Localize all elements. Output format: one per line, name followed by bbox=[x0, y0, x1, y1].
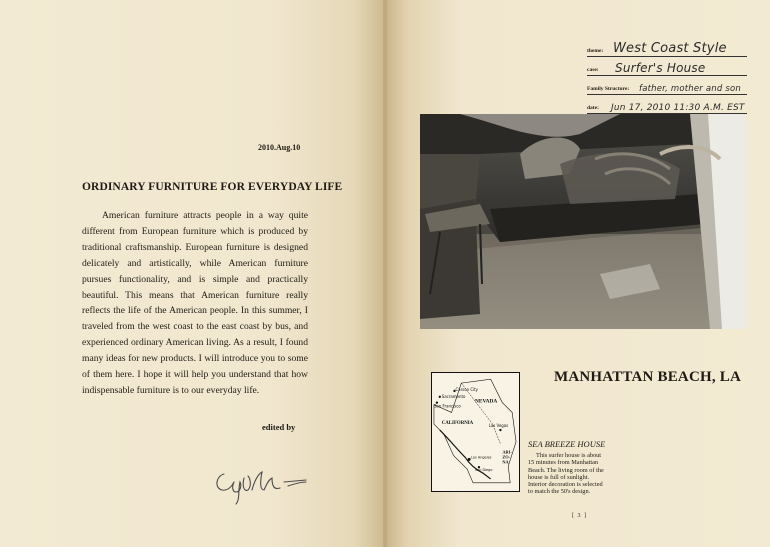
theme-label: theme: bbox=[587, 48, 604, 54]
article-date: 2010.Aug.10 bbox=[258, 143, 301, 152]
map-label-las-vegas: Las Vegas bbox=[488, 423, 509, 429]
case-row bbox=[587, 57, 747, 76]
case-value: Surfer's House bbox=[615, 61, 706, 75]
page-number: [ 3 ] bbox=[572, 513, 587, 519]
book-spine bbox=[383, 0, 387, 547]
article-title: ORDINARY FURNITURE FOR EVERYDAY LIFE bbox=[82, 181, 343, 193]
date-label: date: bbox=[587, 105, 599, 111]
date-row bbox=[587, 95, 747, 114]
edited-by-label: edited by bbox=[262, 422, 296, 432]
map-label-san-francisco: San Francisco bbox=[433, 403, 461, 409]
map-label-los-angeles: Los Angeles bbox=[471, 455, 492, 460]
case-label: case: bbox=[587, 67, 599, 73]
info-stamp bbox=[587, 38, 747, 114]
date-value: Jun 17, 2010 11:30 A.M. EST bbox=[611, 103, 745, 113]
location-title: MANHATTAN BEACH, LA bbox=[554, 369, 742, 385]
map-label-san-diego: San Diego bbox=[475, 468, 493, 473]
article-body bbox=[82, 208, 308, 399]
map-label-arizona-3: NA bbox=[502, 459, 509, 465]
theme-value: West Coast Style bbox=[613, 41, 727, 56]
living-room-photo bbox=[420, 114, 745, 329]
family-value: father, mother and son bbox=[639, 84, 742, 94]
map-label-carson-city: Carson City bbox=[455, 386, 478, 392]
map-label-california: CALIFORNIA bbox=[441, 421, 474, 427]
california-nevada-map bbox=[431, 372, 520, 492]
article-paragraph: American furniture attracts people in a way quite different from European furniture which is produced by traditional craftsmanship. European furniture is designed delicately and artistically, while American furniture pursues functionality, and is simple and practically beautiful. This means that American furniture really reflects the life of the American people. In this summer, I traveled from the west coast to the east coast by bus, and experienced ordinary American living. As a result, I found many ideas for new products. I will introduce you to some of them here. I hope it will help you understand that how indispensable furniture is to our everyday life. bbox=[82, 210, 308, 396]
editor-signature bbox=[210, 456, 310, 506]
map-label-sacramento: Sacramento bbox=[441, 393, 466, 399]
map-label-arizona-2: ZO- bbox=[502, 454, 511, 460]
house-description: This surfer house is about 15 minutes from Manhattan Beach. The living room of the house is full of sunlight. Interior decoration is selected to match the 50's design. bbox=[528, 452, 604, 496]
map-label-nevada: NEVADA bbox=[475, 398, 498, 405]
map-label-arizona-1: ARI- bbox=[502, 449, 512, 455]
theme-row bbox=[587, 38, 747, 57]
house-title: SEA BREEZE HOUSE bbox=[528, 439, 606, 449]
family-label: Family Structure: bbox=[587, 86, 630, 92]
family-row bbox=[587, 76, 747, 95]
